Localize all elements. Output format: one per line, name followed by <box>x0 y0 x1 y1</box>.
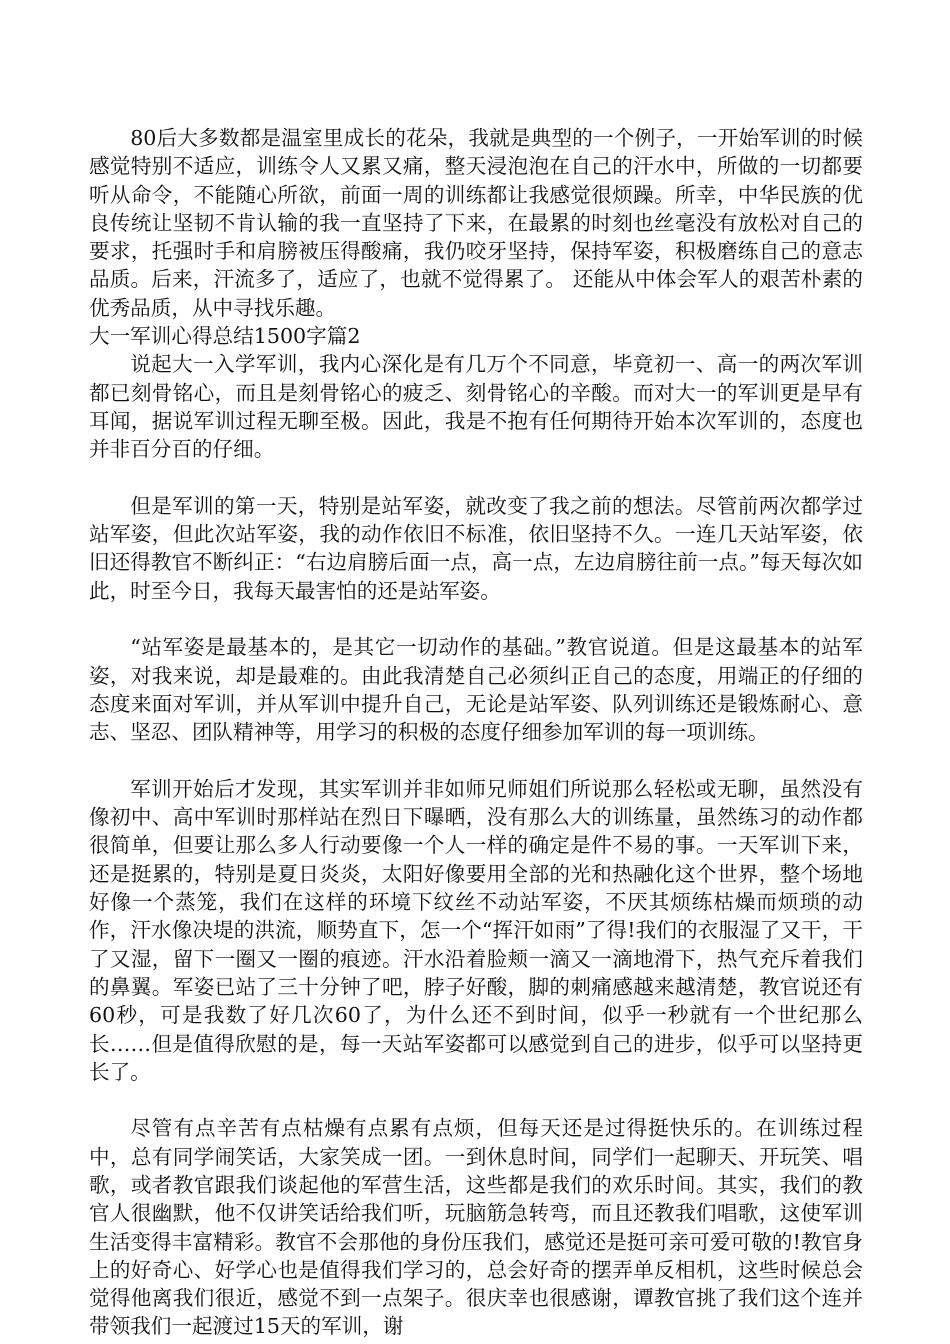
document-body <box>89 124 863 1341</box>
paragraph-2: 说起大一入学军训，我内心深化是有几万个不同意，毕竟初一、高一的两次军训都已刻骨铭心，而且是刻骨铭心的疲乏、刻骨铭心的辛酸。而对大一的军训更是早有耳闻，据说军训过程无聊至极。因此，我是不抱有任何期待开始本次军训的，态度也并非百分百的仔细。 <box>89 352 863 462</box>
paragraph-6: 尽管有点辛苦有点枯燥有点累有点烦，但每天还是过得挺快乐的。在训练过程中，总有同学闹笑话，大家笑成一团。一到休息时间，同学们一起聊天、开玩笑、唱歌，或者教官跟我们谈起他的军营生活，这些都是我们的欢乐时间。其实，我们的教官人很幽默，他不仅讲笑话给我们听，玩脑筋急转弯，而且还教我们唱歌，这使军训生活变得丰富精彩。教官不会那他的身份压我们，感觉还是挺可亲可爱可敬的!教官身上的好奇心、好学心也是值得我们学习的，总会好奇的摆弄单反相机，这些时候总会觉得他离我们很近，感觉不到一点架子。很庆幸也很感谢，谭教官挑了我们这个连并带领我们一起渡过15天的军训，谢 <box>89 1116 863 1339</box>
paragraph-4: “站军姿是最基本的，是其它一切动作的基础。”教官说道。但是这最基本的站军姿，对我来说，却是最难的。由此我清楚自己必须纠正自己的态度，用端正的仔细的态度来面对军训，并从军训中提升自己，无论是站军姿、队列训练还是锻炼耐心、意志、坚忍、团队精神等，用学习的积极的态度仔细参加军训的每一项训练。 <box>89 635 863 745</box>
paragraph-5: 军训开始后才发现，其实军训并非如师兄师姐们所说那么轻松或无聊，虽然没有像初中、高中军训时那样站在烈日下曝晒，没有那么大的训练量，虽然练习的动作都很简单，但要让那么多人行动要像一个人一样的确定是件不易的事。一天军训下来，还是挺累的，特别是夏日炎炎，太阳好像要用全部的光和热融化这个世界，整个场地好像一个蒸笼，我们在这样的环境下纹丝不动站军姿，不厌其烦练枯燥而烦琐的动作，汗水像决堤的洪流，顺势直下，怎一个“挥汗如雨”了得!我们的衣服湿了又干，干了又湿，留下一圈又一圈的痕迹。汗水沿着脸颊一滴又一滴地滑下，热气充斥着我们的鼻翼。军姿已站了三十分钟了吧，脖子好酸，脚的刺痛感越来越清楚，教官说还有60秒，可是我数了好几次60了，为什么还不到时间，似乎一秒就有一个世纪那么长……但是值得欣慰的是，每一天站军姿都可以感觉到自己的进步，似乎可以坚持更长了。 <box>89 776 863 1084</box>
paragraph-gap <box>89 1086 863 1114</box>
paragraph-gap <box>89 747 863 775</box>
paragraph-3: 但是军训的第一天，特别是站军姿，就改变了我之前的想法。尽管前两次都学过站军姿，但此次站军姿，我的动作依旧不标准，依旧坚持不久。一连几天站军姿，依旧还得教官不断纠正：“右边肩膀后面一点，高一点，左边肩膀往前一点。”每天每次如此，时至今日，我每天最害怕的还是站军姿。 <box>89 493 863 603</box>
paragraph-1: 80后大多数都是温室里成长的花朵，我就是典型的一个例子，一开始军训的时候感觉特别不适应，训练令人又累又痛，整天浸泡泡在自己的汗水中，所做的一切都要听从命令，不能随心所欲，前面一周的训练都让我感觉很烦躁。所幸，中华民族的优良传统让坚韧不肯认输的我一直坚持了下来，在最累的时刻也丝毫没有放松对自己的要求，托强时手和肩膀被压得酸痛，我仍咬牙坚持，保持军姿，积极磨练自己的意志品质。后来，汗流多了，适应了，也就不觉得累了。 还能从中体会军人的艰苦朴素的优秀品质，从中寻找乐趣。 <box>89 126 863 320</box>
paragraph-gap <box>89 464 863 492</box>
section-heading: 大一军训心得总结1500字篇2 <box>89 324 361 349</box>
paragraph-gap <box>89 605 863 633</box>
